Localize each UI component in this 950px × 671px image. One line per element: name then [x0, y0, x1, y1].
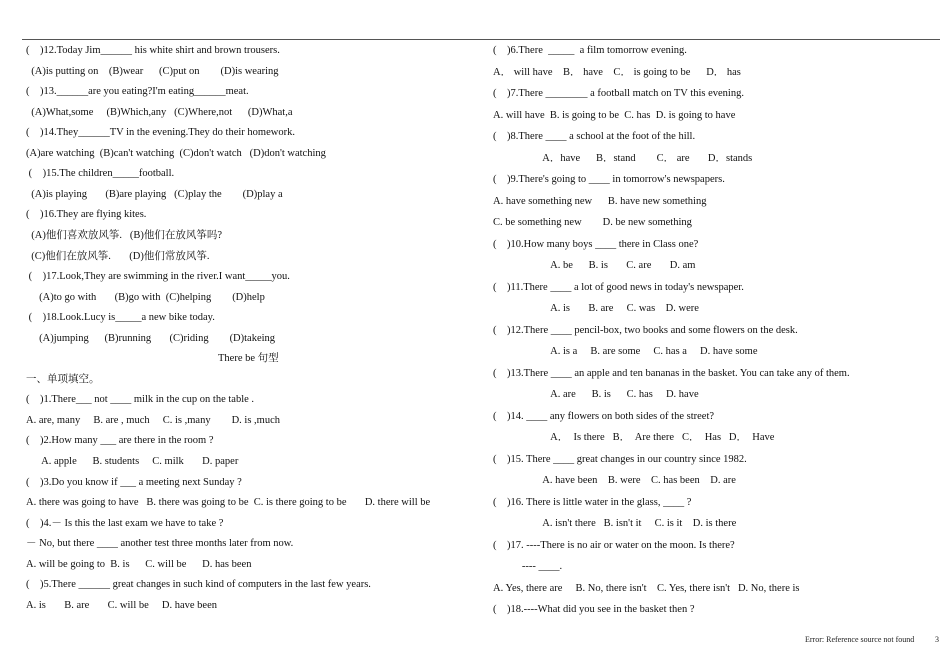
- right-line: A. is a B. are some C. has a D. have some: [493, 346, 758, 357]
- right-line: A. will have B. is going to be C. has D. is going to have: [493, 109, 736, 121]
- right-line: ( )13.There ____ an apple and ten bananas in the basket. You can take any of them.: [493, 367, 850, 379]
- right-line: A． will have B． have C． is going to be D． has: [493, 66, 741, 78]
- right-line: ( )14. ____ any flowers on both sides of the street?: [493, 410, 715, 422]
- left-line: (A)jumping (B)running (C)riding (D)takeing: [26, 332, 276, 344]
- right-line: A. is B. are C. was D. were: [493, 303, 699, 314]
- left-line: A. is B. are C. will be D. have been: [26, 599, 218, 611]
- right-line: A. are B. is C. has D. have: [493, 389, 699, 400]
- left-line: ( )18.Look.Lucy is_____a new bike today.: [26, 312, 215, 324]
- right-line: ( )11.There ____ a lot of good news in today's newspaper.: [493, 281, 744, 293]
- right-line: ( )6.There _____ a film tomorrow evening.: [493, 45, 687, 56]
- footer-reference-note: Error: Reference source not found: [805, 635, 915, 644]
- right-line: A. isn't there B. isn't it C. is it D. is there: [493, 518, 737, 529]
- footer-page-number: 3: [935, 635, 939, 644]
- left-line: A. apple B. students C. milk D. paper: [26, 456, 239, 467]
- right-line: ( )8.There ____ a school at the foot of the hill.: [493, 131, 696, 142]
- right-line: ( )7.There ________ a football match on TV this evening.: [493, 88, 744, 99]
- left-line: ( )17.Look,They are swimming in the river.I want_____you.: [26, 271, 290, 283]
- left-line: (A)is putting on (B)wear (C)put on (D)is wearing: [26, 65, 279, 77]
- left-line: ( )2.How many ___ are there in the room ?: [26, 435, 214, 447]
- left-line: There be 句型: [218, 353, 279, 365]
- right-line: ( )17. ----There is no air or water on the moon. Is there?: [493, 539, 735, 551]
- right-line: A．have B．stand C． are D．stands: [493, 152, 753, 164]
- left-line: － No, but there ____ another test three months later from now.: [26, 538, 294, 550]
- left-line: ( )15.The children_____football.: [26, 168, 175, 180]
- left-line: A. are, many B. are , much C. is ,many D. is ,much: [26, 414, 280, 426]
- left-line: ( )5.There ______ great changes in such kind of computers in the last few years.: [26, 579, 371, 591]
- right-line: A． Is there B． Are there C． Has D． Have: [493, 432, 775, 443]
- right-line: ( )12.There ____ pencil-box, two books and some flowers on the desk.: [493, 324, 798, 336]
- right-line: ( )10.How many boys ____ there in Class one?: [493, 238, 699, 250]
- header-rule: [22, 39, 940, 40]
- right-line: ( )16. There is little water in the glass, ____ ?: [493, 496, 692, 508]
- left-line: (C)他们在放风筝. (D)他们常放风筝.: [26, 250, 210, 262]
- right-line: A. be B. is C. are D. am: [493, 260, 696, 271]
- right-line: C. be something new D. be new something: [493, 217, 692, 228]
- right-line: ---- ____.: [493, 561, 563, 572]
- left-line: ( )4.－ Is this the last exam we have to take ?: [26, 517, 224, 529]
- right-line: ( )18.----What did you see in the basket then ?: [493, 604, 695, 615]
- right-line: A. Yes, there are B. No, there isn't C. Yes, there isn't D. No, there is: [493, 582, 800, 594]
- right-line: A. have something new B. have new something: [493, 195, 707, 207]
- left-line: (A)What,some (B)Which,any (C)Where,not (D)What,a: [26, 106, 293, 118]
- left-line: ( )16.They are flying kites.: [26, 209, 147, 221]
- right-line: ( )15. There ____ great changes in our country since 1982.: [493, 453, 747, 465]
- left-line: (A)is playing (B)are playing (C)play the (D)play a: [26, 188, 283, 200]
- right-line: ( )9.There's going to ____ in tomorrow's newspapers.: [493, 174, 725, 185]
- left-line: (A)他们喜欢放风筝. (B)他们在放风筝吗?: [26, 229, 222, 241]
- left-line: 一、单项填空。: [26, 373, 100, 385]
- left-line: (A)are watching (B)can't watching (C)don't watch (D)don't watching: [26, 147, 326, 159]
- left-line: (A)to go with (B)go with (C)helping (D)help: [26, 291, 265, 303]
- left-line: A. there was going to have B. there was going to be C. is there going to be D. there will be: [26, 497, 431, 509]
- left-line: ( )14.They______TV in the evening.They do their homework.: [26, 127, 295, 139]
- left-line: A. will be going to B. is C. will be D. has been: [26, 558, 252, 570]
- left-line: ( )3.Do you know if ___ a meeting next Sunday ?: [26, 476, 242, 488]
- left-line: ( )1.There___ not ____ milk in the cup on the table .: [26, 394, 255, 406]
- left-line: ( )13.______are you eating?I'm eating______meat.: [26, 86, 249, 98]
- left-line: ( )12.Today Jim______ his white shirt and brown trousers.: [26, 45, 280, 56]
- right-line: A. have been B. were C. has been D. are: [493, 475, 736, 486]
